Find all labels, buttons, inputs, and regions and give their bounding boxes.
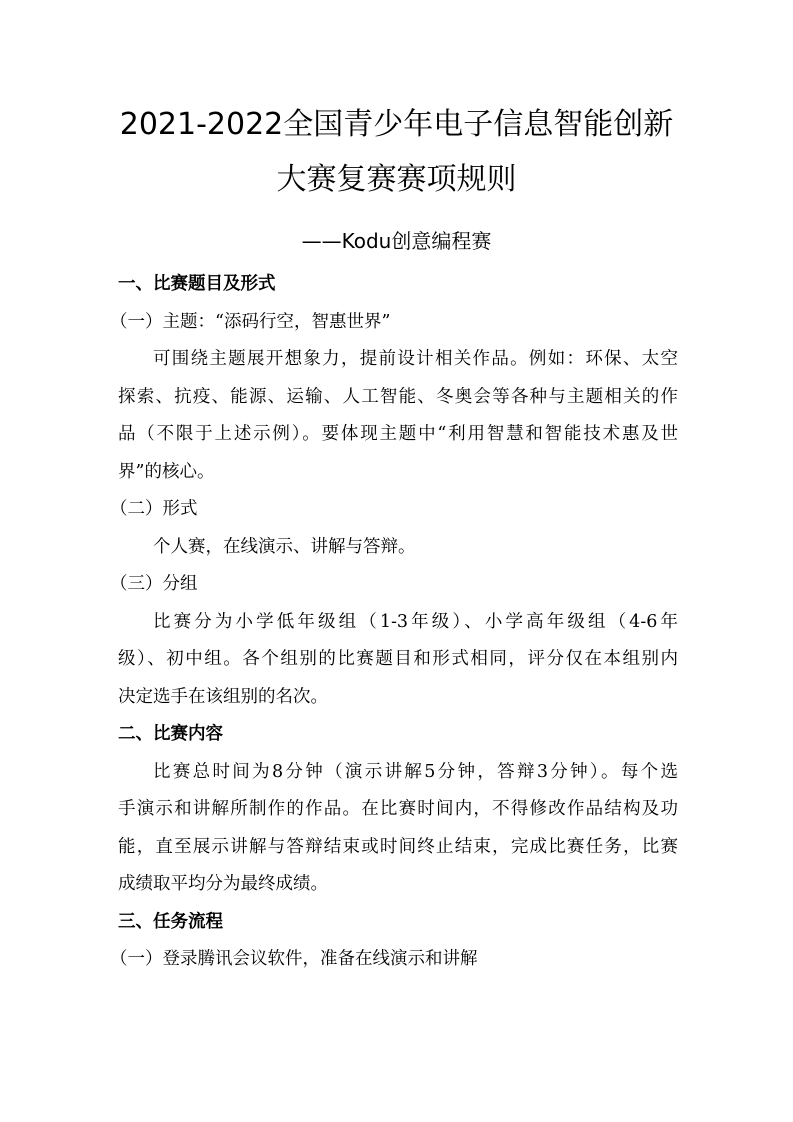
- paragraph-line: 比赛总时间为8分钟（演示讲解5分钟，答辩3分钟）。每个选: [153, 761, 678, 782]
- paragraph-line: 品（不限于上述示例）。要体现主题中“利用智慧和智能技术惠及世: [118, 424, 678, 444]
- subsection-heading: （一）主题：“添码行空，智惠世界”: [110, 311, 391, 332]
- subsection-heading: （二）形式: [110, 499, 198, 519]
- document-title-line-2: 大赛复赛赛项规则: [276, 162, 517, 197]
- paragraph-line: 个人赛，在线演示、讲解与答辩。: [153, 536, 416, 557]
- paragraph-line: 界”的核心。: [118, 461, 215, 482]
- paragraph-line: 级）、初中组。各个组别的比赛题目和形式相同，评分仅在本组别内: [118, 649, 678, 669]
- paragraph-line: 成绩取平均分为最终成绩。: [118, 874, 328, 894]
- paragraph-line: 决定选手在该组别的名次。: [118, 686, 328, 707]
- document-subtitle: ——Kodu创意编程赛: [301, 229, 492, 253]
- document-body: [110, 266, 678, 979]
- paragraph-line: 探索、抗疫、能源、运输、人工智能、冬奥会等各种与主题相关的作: [118, 386, 678, 407]
- paragraph-line: 可围绕主题展开想象力，提前设计相关作品。例如：环保、太空: [153, 349, 678, 369]
- paragraph-line: 能，直至展示讲解与答辩结束或时间终止结束，完成比赛任务，比赛: [118, 836, 678, 857]
- section-heading: 二、比赛内容: [118, 724, 223, 744]
- paragraph-line: 比赛分为小学低年级组（1-3年级）、小学高年级组（4-6年: [153, 611, 678, 632]
- section-heading: 三、任务流程: [118, 911, 223, 932]
- subsection-heading: （一）登录腾讯会议软件，准备在线演示和讲解: [110, 949, 478, 969]
- paragraph-line: 手演示和讲解所制作的作品。在比赛时间内，不得修改作品结构及功: [118, 799, 678, 819]
- document-title-line-1: 2021-2022全国青少年电子信息智能创新: [119, 107, 674, 142]
- subsection-heading: （三）分组: [110, 574, 198, 594]
- section-heading: 一、比赛题目及形式: [118, 274, 276, 294]
